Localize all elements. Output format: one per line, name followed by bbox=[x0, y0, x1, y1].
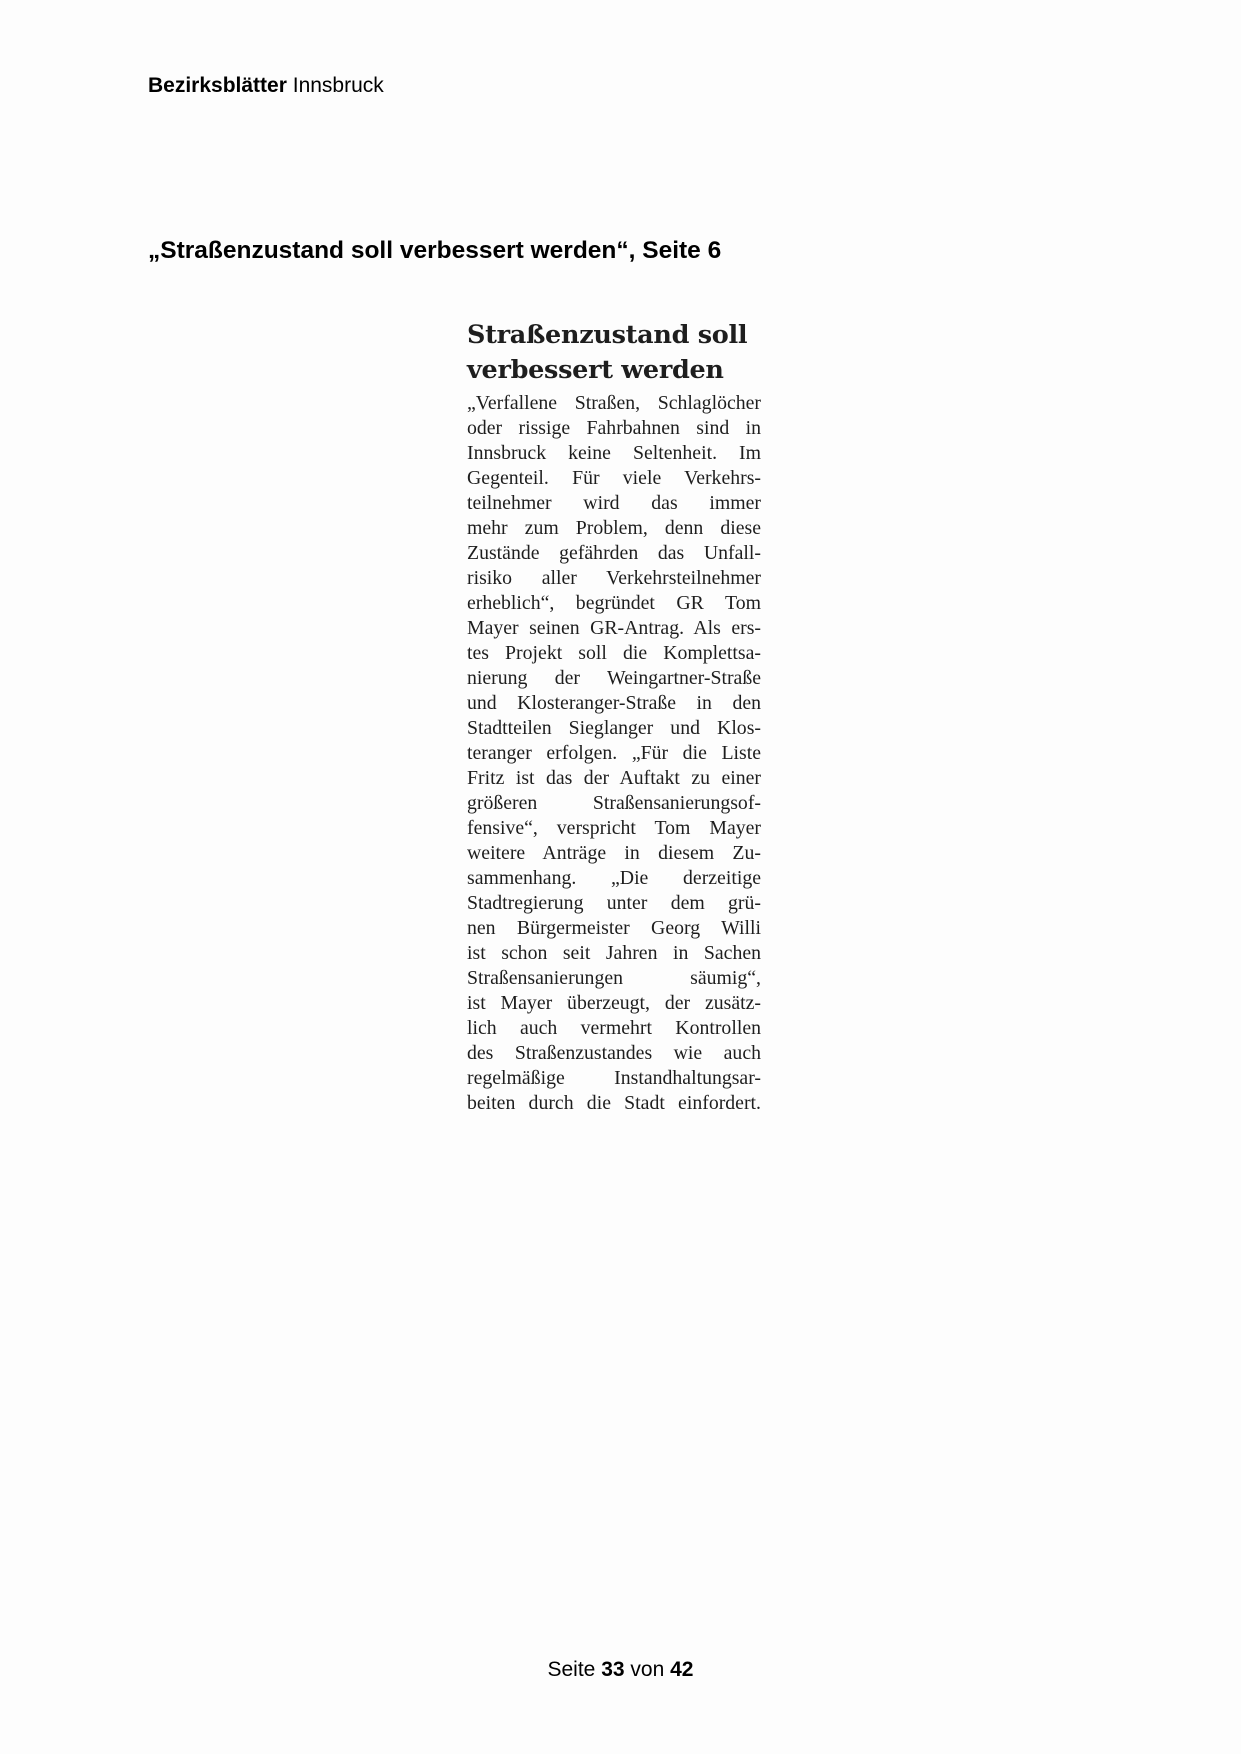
clipping-body-line: Mayer seinen GR-Antrag. Als ers- bbox=[467, 617, 761, 639]
clipping-body-line: mehr zum Problem, denn diese bbox=[467, 517, 761, 539]
article-reference-title: „Straßenzustand soll verbessert werden“, Seite 6 bbox=[148, 237, 722, 264]
page-number bbox=[0, 1657, 1241, 1683]
clipping-body-line: nen Bürgermeister Georg Willi bbox=[467, 917, 761, 939]
clipping-body-line: Zustände gefährden das Unfall- bbox=[467, 542, 761, 564]
edition-name: Innsbruck bbox=[292, 74, 384, 97]
page-separator: von bbox=[630, 1658, 665, 1681]
clipping-body bbox=[467, 391, 761, 1116]
clipping-body-line: Stadtregierung unter dem grü- bbox=[467, 892, 761, 914]
clipping-headline-line: verbessert werden bbox=[467, 355, 724, 385]
page-header bbox=[148, 73, 384, 99]
newspaper-clipping bbox=[467, 318, 761, 1116]
clipping-body-line: nierung der Weingartner-Straße bbox=[467, 667, 761, 689]
clipping-body-line: teilnehmer wird das immer bbox=[467, 492, 761, 514]
clipping-body-line: Straßensanierungen säumig“, bbox=[467, 967, 761, 989]
clipping-body-line: teranger erfolgen. „Für die Liste bbox=[467, 742, 761, 764]
clipping-body-line: Fritz ist das der Auftakt zu einer bbox=[467, 767, 761, 789]
page-label: Seite bbox=[547, 1658, 596, 1681]
clipping-body-line: risiko aller Verkehrsteilnehmer bbox=[467, 567, 761, 589]
clipping-body-line: ist schon seit Jahren in Sachen bbox=[467, 942, 761, 964]
clipping-body-line: tes Projekt soll die Komplettsa- bbox=[467, 642, 761, 664]
clipping-body-line: Gegenteil. Für viele Verkehrs- bbox=[467, 467, 761, 489]
clipping-body-line: und Klosteranger-Straße in den bbox=[467, 692, 761, 714]
clipping-body-line: oder rissige Fahrbahnen sind in bbox=[467, 417, 761, 439]
clipping-headline-line: Straßenzustand soll bbox=[467, 320, 748, 350]
clipping-body-line: beiten durch die Stadt einfordert. bbox=[467, 1092, 761, 1114]
clipping-body-line: des Straßenzustandes wie auch bbox=[467, 1042, 761, 1064]
clipping-body-line: sammenhang. „Die derzeitige bbox=[467, 867, 761, 889]
clipping-body-line: Innsbruck keine Seltenheit. Im bbox=[467, 442, 761, 464]
clipping-body-line: „Verfallene Straßen, Schlaglöcher bbox=[467, 392, 761, 414]
clipping-body-line: lich auch vermehrt Kontrollen bbox=[467, 1017, 761, 1039]
clipping-body-line: regelmäßige Instandhaltungsar- bbox=[467, 1067, 761, 1089]
clipping-body-line: Stadtteilen Sieglanger und Klos- bbox=[467, 717, 761, 739]
clipping-body-line: erheblich“, begründet GR Tom bbox=[467, 592, 761, 614]
clipping-body-line: fensive“, verspricht Tom Mayer bbox=[467, 817, 761, 839]
clipping-body-line: größeren Straßensanierungsof- bbox=[467, 792, 761, 814]
clipping-body-line: weitere Anträge in diesem Zu- bbox=[467, 842, 761, 864]
clipping-body-line: ist Mayer überzeugt, der zusätz- bbox=[467, 992, 761, 1014]
clipping-headline bbox=[467, 318, 761, 388]
current-page: 33 bbox=[601, 1658, 625, 1681]
total-pages: 42 bbox=[670, 1658, 694, 1681]
publication-name: Bezirksblätter bbox=[148, 74, 287, 97]
